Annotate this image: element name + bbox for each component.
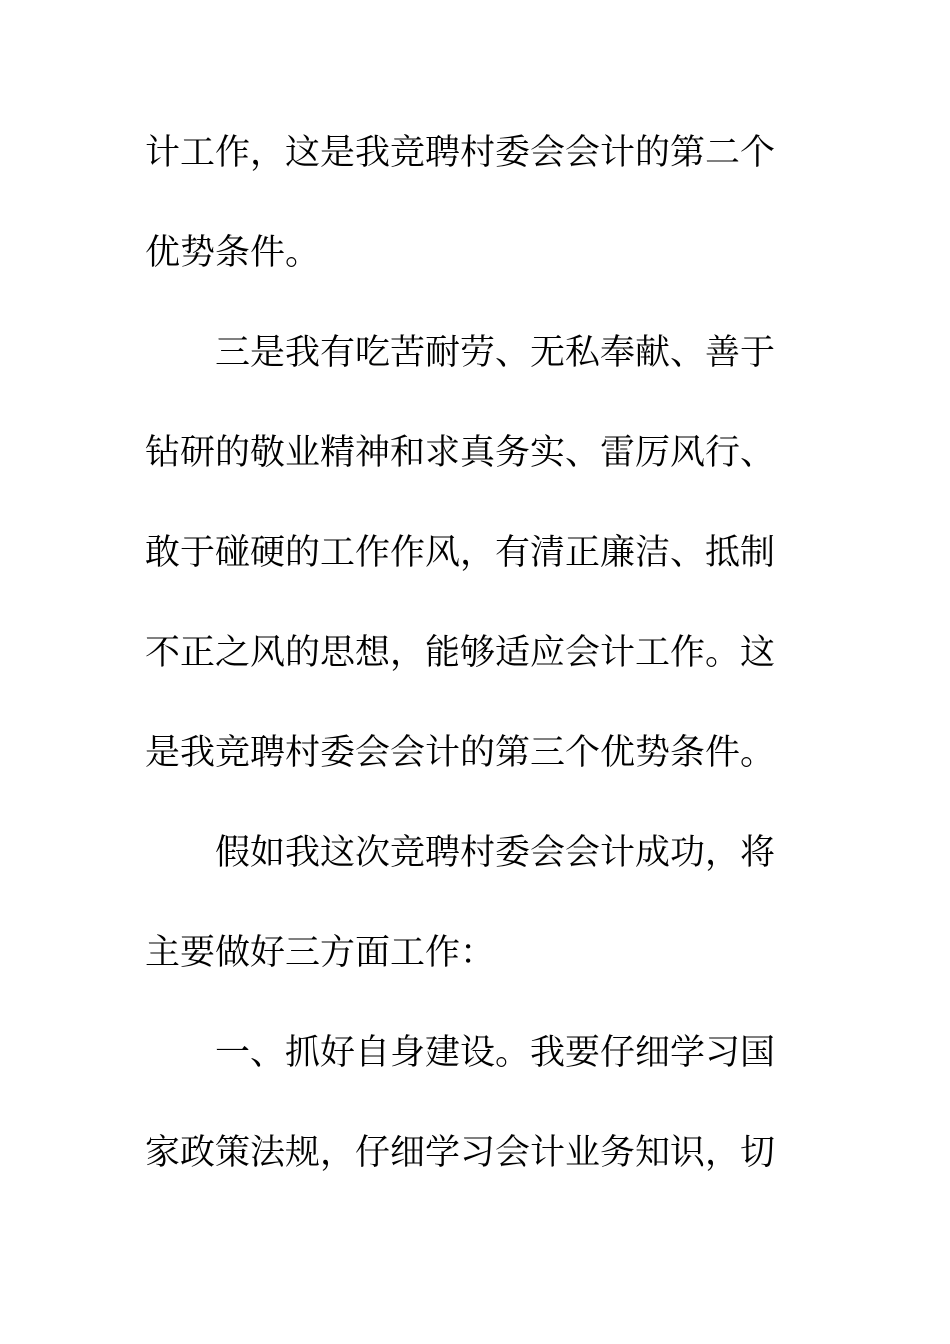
paragraph-start-line: 三是我有吃苦耐劳、无私奉献、善于 xyxy=(215,333,776,373)
text-line: 计工作，这是我竞聘村委会会计的第二个 xyxy=(145,133,776,173)
text-line: 不正之风的思想，能够适应会计工作。这 xyxy=(145,633,776,673)
text-line: 主要做好三方面工作： xyxy=(145,933,496,973)
text-line: 敢于碰硬的工作作风，有清正廉洁、抵制 xyxy=(145,533,776,573)
text-line: 优势条件。 xyxy=(145,233,321,273)
text-line: 钻研的敬业精神和求真务实、雷厉风行、 xyxy=(145,433,776,473)
paragraph-start-line: 假如我这次竞聘村委会会计成功，将 xyxy=(215,833,776,873)
text-line: 是我竞聘村委会会计的第三个优势条件。 xyxy=(145,733,776,773)
document-body xyxy=(145,123,785,1223)
text-line: 家政策法规，仔细学习会计业务知识，切 xyxy=(145,1133,776,1173)
paragraph-start-line: 一、抓好自身建设。我要仔细学习国 xyxy=(215,1033,776,1073)
